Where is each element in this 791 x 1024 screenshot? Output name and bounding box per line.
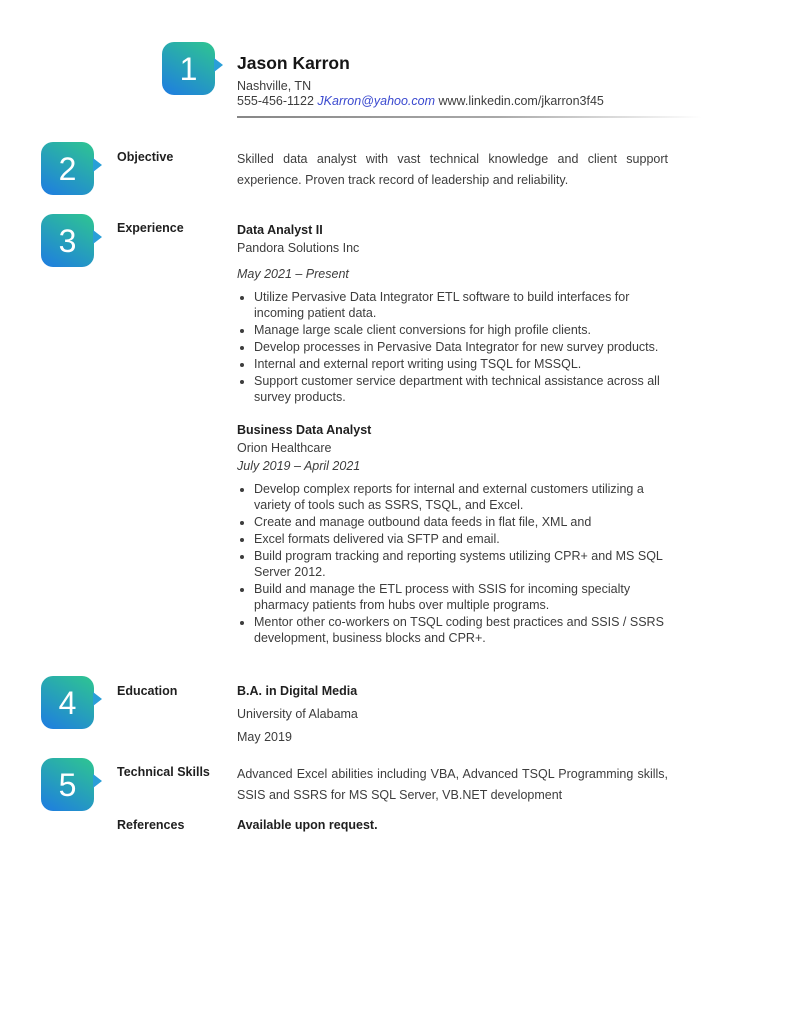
job-bullet: • Develop complex reports for internal and external customers utilizing a variety of tools such as SSRS, TSQL, and Excel. [254,481,671,513]
job-entry [237,221,671,405]
job-bullet: • Build program tracking and reporting systems utilizing CPR+ and MS SQL Server 2012. [254,548,671,580]
references-text: Available upon request. [237,818,378,832]
email-link[interactable]: JKarron@yahoo.com [317,94,436,108]
technical-skills-text: Advanced Excel abilities including VBA, Advanced TSQL Programming skills, SSIS and SSRS for MS SQL Server, VB.NET development [237,767,668,802]
education-school: University of Alabama [237,707,358,721]
job-title: Business Data Analyst [237,423,372,437]
job-company: Orion Healthcare [237,441,332,455]
annotation-badge-2[interactable]: 2 [41,142,94,195]
annotation-badge-1[interactable]: 1 [162,42,215,95]
linkedin-url: www.linkedin.com/jkarron3f45 [438,94,604,108]
education-degree: B.A. in Digital Media [237,684,358,698]
job-bullet: • Internal and external report writing using TSQL for MSSQL. [254,356,671,372]
education-date: May 2019 [237,730,292,744]
job-bullet: • Mentor other co-workers on TSQL coding best practices and SSIS / SSRS development, business blocks and CPR+. [254,614,671,646]
contact-location: Nashville, TN [237,79,312,93]
section-label-objective: Objective [117,150,174,164]
job-bullet-list [237,481,671,646]
job-bullet: • Manage large scale client conversions for high profile clients. [254,322,671,338]
job-bullet: • Create and manage outbound data feeds in flat file, XML and [254,514,671,530]
experience-section [237,221,671,647]
job-bullet: • Excel formats delivered via SFTP and email. [254,531,671,547]
contact-phone: 555-456-1122 [237,94,314,108]
section-label-references: References [117,818,185,832]
annotation-badge-5[interactable]: 5 [41,758,94,811]
annotation-badge-3[interactable]: 3 [41,214,94,267]
job-dates: July 2019 – April 2021 [237,459,361,473]
job-company: Pandora Solutions Inc [237,241,360,255]
job-bullet-list [237,289,671,405]
job-bullet: • Build and manage the ETL process with SSIS for incoming specialty pharmacy patients from hubs over multiple programs. [254,581,671,613]
annotation-badge-4[interactable]: 4 [41,676,94,729]
section-label-education: Education [117,684,178,698]
job-dates: May 2021 – Present [237,267,349,281]
objective-text: Skilled data analyst with vast technical knowledge and client support experience. Proven track record of leadership and reliability. [237,152,668,187]
section-label-experience: Experience [117,221,184,235]
job-bullet: • Utilize Pervasive Data Integrator ETL software to build interfaces for incoming patient data. [254,289,671,321]
job-bullet: • Develop processes in Pervasive Data Integrator for new survey products. [254,339,671,355]
education-section [237,684,668,744]
section-label-technical-skills: Technical Skills [117,765,210,779]
candidate-name: Jason Karron [237,53,350,73]
job-title: Data Analyst II [237,223,323,237]
contact-row [237,94,604,109]
job-entry [237,421,671,646]
job-bullet: • Support customer service department with technical assistance across all survey products. [254,373,671,405]
header-divider [237,116,711,118]
